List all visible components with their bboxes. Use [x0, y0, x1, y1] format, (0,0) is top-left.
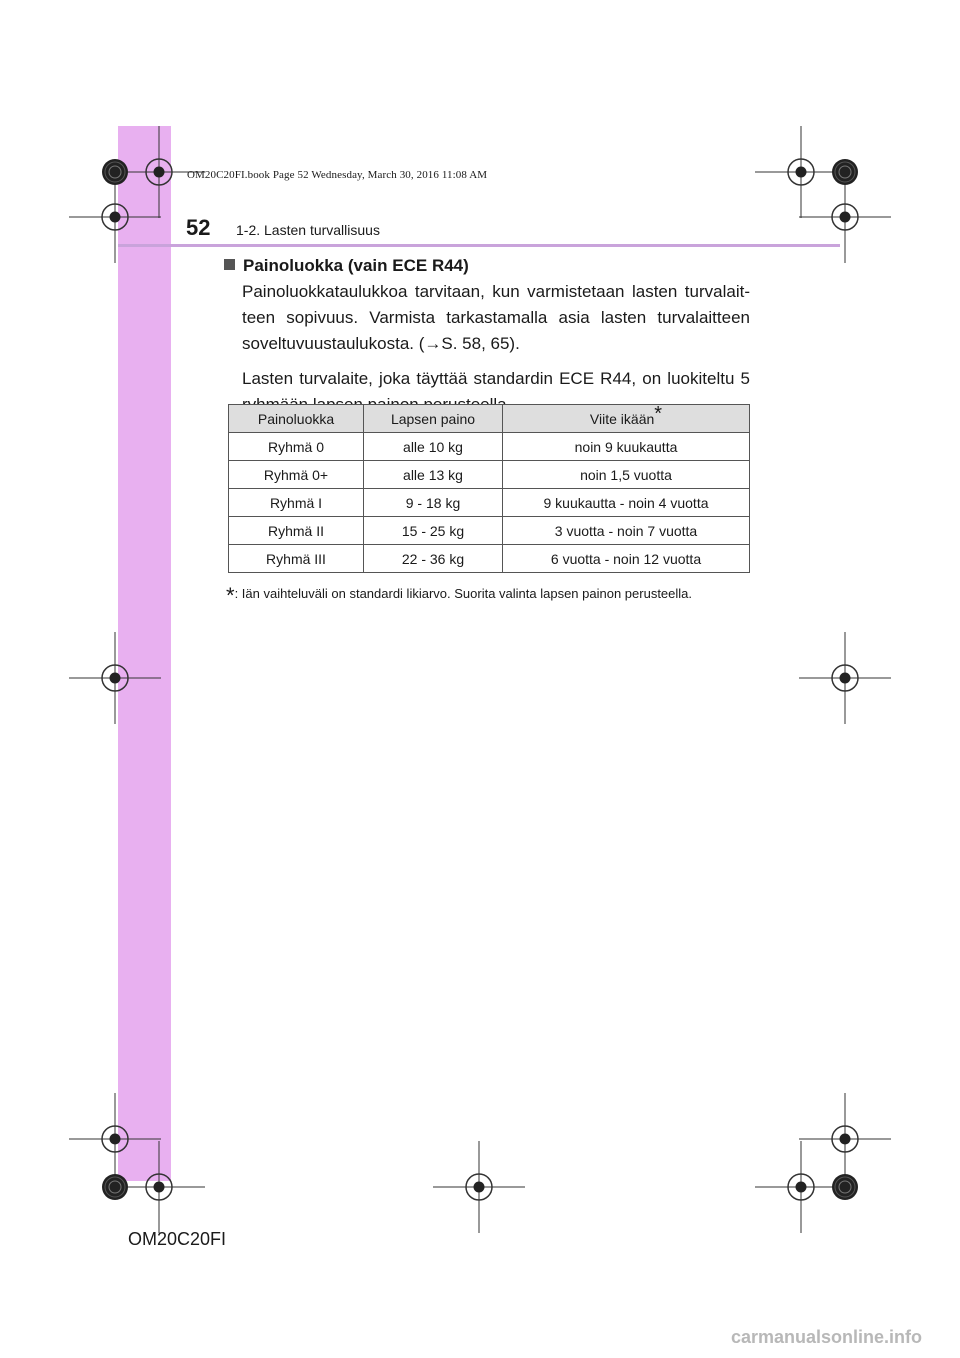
- page-number: 52: [186, 215, 211, 240]
- registration-mark-icon: [97, 660, 133, 696]
- print-rosette-icon: [831, 158, 859, 191]
- footer-code: OM20C20FI: [128, 1229, 227, 1249]
- cell-age: noin 1,5 vuotta: [503, 461, 750, 489]
- cell-age: 3 vuotta - noin 7 vuotta: [503, 517, 750, 545]
- footnote-asterisk: *: [226, 583, 235, 608]
- sidebar-color-bar: [118, 126, 171, 1181]
- bullet-square-icon: [224, 259, 235, 270]
- print-rosette-icon: [101, 1173, 129, 1206]
- watermark: carmanualsonline.info: [730, 1327, 922, 1347]
- cell-weight: 15 - 25 kg: [364, 517, 503, 545]
- registration-mark-icon: [141, 154, 177, 190]
- cell-age: 6 vuotta - noin 12 vuotta: [503, 545, 750, 573]
- paragraph-2: Lasten turvalaite, joka täyttää standardin ECE R44, on luokiteltu 5: [242, 369, 750, 388]
- registration-mark-icon: [827, 199, 863, 235]
- registration-mark-icon: [783, 154, 819, 190]
- book-info: OM20C20FI.book Page 52 Wednesday, March 30, 2016 11:08 AM: [187, 169, 488, 181]
- cell-class: Ryhmä III: [229, 545, 364, 573]
- section-title: 1-2. Lasten turvallisuus: [236, 222, 380, 238]
- table-row: [229, 517, 750, 545]
- registration-mark-icon: [827, 1121, 863, 1157]
- footnote-text: : Iän vaihteluväli on standardi likiarvo. Suorita valinta lapsen painon perusteella.: [234, 586, 693, 601]
- footnote: [226, 578, 693, 608]
- cell-weight: alle 13 kg: [364, 461, 503, 489]
- table-row: [229, 545, 750, 573]
- header-asterisk: *: [654, 402, 663, 425]
- table-row: [229, 433, 750, 461]
- header-age-text: Viite ikään: [589, 410, 655, 427]
- table-header-row: [229, 405, 750, 433]
- heading-text: Painoluokka (vain ECE R44): [243, 256, 469, 275]
- cell-weight: 22 - 36 kg: [364, 545, 503, 573]
- print-rosette-icon: [101, 158, 129, 191]
- cell-class: Ryhmä 0: [229, 433, 364, 461]
- registration-mark-icon: [141, 1169, 177, 1205]
- cell-class: Ryhmä I: [229, 489, 364, 517]
- table-row: [229, 461, 750, 489]
- registration-mark-icon: [461, 1169, 497, 1205]
- header-weight-class: Painoluokka: [229, 405, 364, 433]
- paragraph-1: Painoluokkataulukkoa tarvitaan, kun varmistetaan lasten turvalait-teen sopivuus. Varmista tarkastamalla asia lasten turvalaitteen soveltuvuustaulukosta. (→S. 58, 65).: [242, 282, 750, 353]
- registration-mark-icon: [783, 1169, 819, 1205]
- cell-class: Ryhmä II: [229, 517, 364, 545]
- cell-weight: alle 10 kg: [364, 433, 503, 461]
- registration-mark-icon: [97, 1121, 133, 1157]
- header-rule: [118, 244, 840, 247]
- section-heading: [224, 256, 469, 276]
- table-row: [229, 489, 750, 517]
- header-child-weight: Lapsen paino: [364, 405, 503, 433]
- cell-weight: 9 - 18 kg: [364, 489, 503, 517]
- header-age-reference: [503, 402, 750, 433]
- print-rosette-icon: [831, 1173, 859, 1206]
- registration-mark-icon: [97, 199, 133, 235]
- cell-age: noin 9 kuukautta: [503, 433, 750, 461]
- weight-class-table: [228, 404, 750, 573]
- registration-mark-icon: [827, 660, 863, 696]
- cell-age: 9 kuukautta - noin 4 vuotta: [503, 489, 750, 517]
- cell-class: Ryhmä 0+: [229, 461, 364, 489]
